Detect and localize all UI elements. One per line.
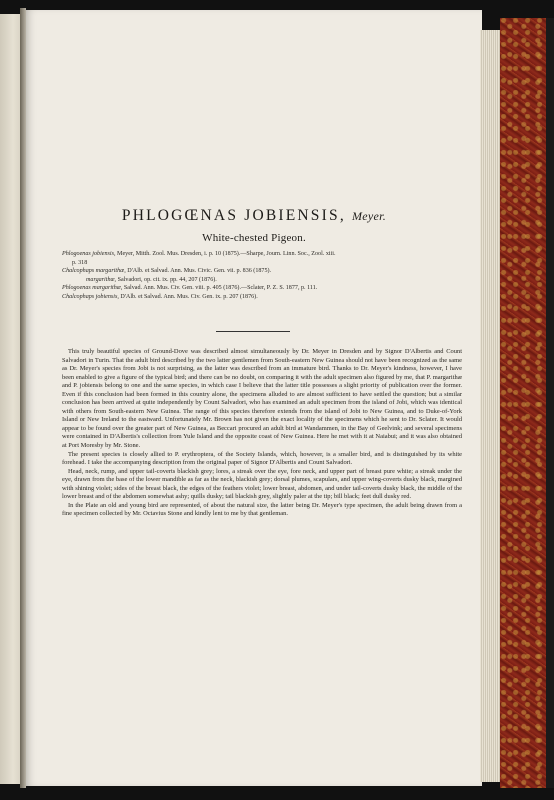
page-title bbox=[26, 207, 482, 225]
common-name: White-chested Pigeon. bbox=[202, 232, 306, 244]
marbled-cover bbox=[500, 18, 546, 788]
synonym-entry: Chalcophaps jobiensis, D'Alb. et Salvad. Ann. Mus. Civ. Gen. ix. p. 207 (1876). bbox=[62, 293, 258, 300]
book-page bbox=[26, 10, 482, 786]
paragraph: Head, neck, rump, and upper tail-coverts blackish grey; lores, a streak over the eye, fore neck, and upper part of breast pure white; a streak under the eye, drawn from the base of the lower mandible as far as the neck, blackish grey; dorsal plumes, scapulars, and upper wing-coverts dusky black, margined with shining violet; sides of the breast black, the edges of the feathers violet; lower breast, abdomen, and under tail-coverts dusky black, the middle of the lower breast and of the abdomen somewhat ashy; quills dusky; tail blackish grey, slightly paler at the tip; bill black; feet dull dusky red. bbox=[62, 467, 462, 501]
paragraph: In the Plate an old and young bird are represented, of about the natural size, the latter being Dr. Meyer's type specimen, the adult being drawn from a fine specimen collected by Mr. Octavius Stone and kindly lent to me by that gentleman. bbox=[62, 501, 462, 518]
title-species: PHLOGŒNAS JOBIENSIS, bbox=[121, 207, 346, 224]
section-divider bbox=[216, 331, 290, 332]
cover-edge bbox=[546, 18, 554, 788]
synonym-entry: Chalcophaps margarithæ, D'Alb. et Salvad. Ann. Mus. Civic. Gen. vii. p. 836 (1875). bbox=[62, 268, 272, 275]
synonym-entry: margarithæ, Salvadori, op. cit. ix. pp. 44, 207 (1876). bbox=[86, 276, 217, 283]
body-text bbox=[62, 348, 462, 519]
synonym-entry: Phlogoenas margarithæ, Salvad. Ann. Mus. Civ. Gen. viii. p. 405 (1876).—Sclater, P. Z. S. 1877, p. 111. bbox=[62, 285, 318, 292]
title-author: Meyer. bbox=[351, 209, 387, 223]
synonym-entry: Phlogoenas jobiensis, Meyer, Mitth. Zool. Mus. Dresden, i. p. 10 (1875).—Sharpe, Journ. Linn. Soc., Zool. xiii. bbox=[62, 251, 336, 257]
synonymy-list bbox=[62, 250, 462, 302]
left-page-edge bbox=[0, 14, 22, 784]
paragraph: This truly beautiful species of Ground-Dove was described almost simultaneously by Dr. Meyer in Dresden and by Signor D'Albertis and Count Salvadori in Turin. That the adult bird described by the two latter gentlemen from South-eastern New Guinea should not have been recognized as the same as Dr. Meyer's species from Jobi is not surprising, as the latter was described from an immature bird. Thanks to Dr. Meyer's kindness, however, I have been enabled to give a figure of the typical bird; and there can be no doubt, on comparing it with the adult specimen also figured by me, that P. margarithæ and P. jobiensis belong to one and the same species, in which case I believe that the latter title possesses a slight priority of publication over the former. Even if this conclusion had been formed in this country alone, the specimens alluded to are almost sufficient to have settled the question; but a similar conclusion has been arrived at quite independently by Count Salvadori, who has examined an adult specimen from the island of Jobi, which was identical with others from South-eastern New Guinea. The range of this species therefore extends from the island of Jobi to New Guinea, and to Duke-of-York Island or New Ireland to the eastward. Unfortunately Mr. Brown has not given the exact locality of the specimens which he sent to Dr. Sclater. It would appear to be found over the greater part of New Guinea, as Beccari procured an adult bird at Wandammen, in the Bay of Geelvink; and several specimens were contained in D'Albertis's collection from Yule Island and the opposite coast of New Guinea. Here he met with it at Naiabui; and it was also obtained at Port Moresby by Mr. Stone. bbox=[62, 348, 462, 450]
page-block-edges bbox=[480, 30, 500, 782]
synonym-entry: p. 318 bbox=[72, 259, 88, 266]
paragraph: The present species is closely allied to P. erythroptera, of the Society Islands, which, however, is a smaller bird, and is distinguished by its white forehead. I take the accompanying description from the original paper of Signor D'Albertis and Count Salvadori. bbox=[62, 450, 462, 467]
